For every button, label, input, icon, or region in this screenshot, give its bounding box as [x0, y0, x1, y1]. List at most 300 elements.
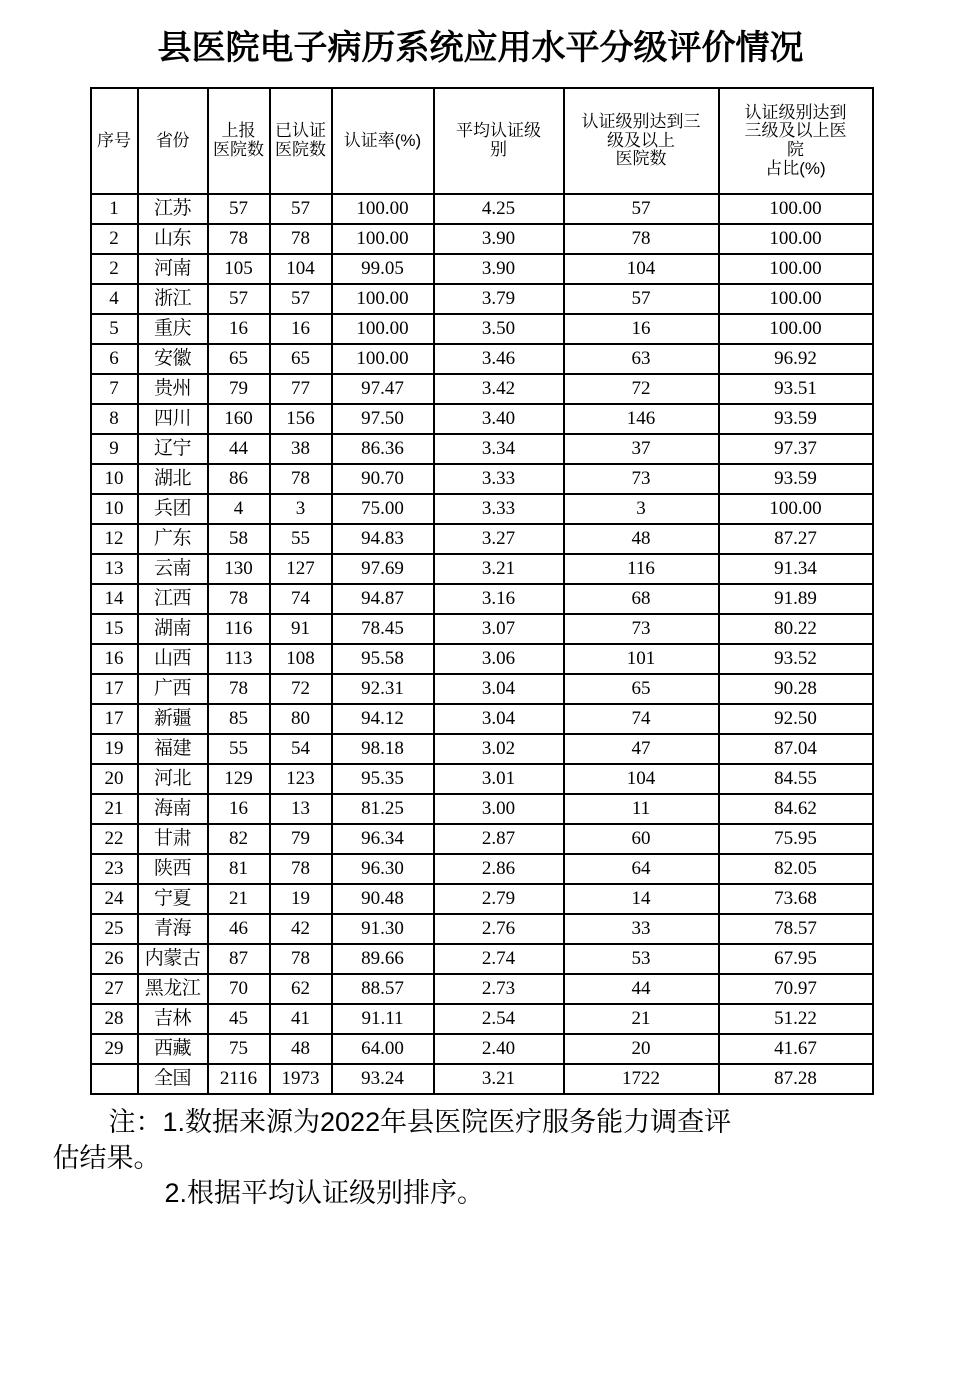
- cell-province: 贵州: [138, 374, 208, 404]
- cell-avg-level: 3.40: [434, 404, 564, 434]
- cell-index: 5: [91, 314, 138, 344]
- cell-rate: 95.58: [332, 644, 434, 674]
- cell-index: 17: [91, 704, 138, 734]
- cell-ratio: 80.22: [719, 614, 873, 644]
- grade-table-container: [90, 87, 872, 1095]
- cell-reported: 85: [208, 704, 270, 734]
- cell-certified: 78: [270, 464, 332, 494]
- cell-avg-level: 3.21: [434, 554, 564, 584]
- cell-rate: 78.45: [332, 614, 434, 644]
- header-line-1: 认证级别达到: [744, 102, 847, 122]
- cell-level3: 37: [564, 434, 719, 464]
- cell-level3: 20: [564, 1034, 719, 1064]
- cell-index: 7: [91, 374, 138, 404]
- cell-province: 浙江: [138, 284, 208, 314]
- table-row: [91, 854, 873, 884]
- cell-level3: 68: [564, 584, 719, 614]
- cell-province: 海南: [138, 794, 208, 824]
- cell-rate: 92.31: [332, 674, 434, 704]
- cell-index: 19: [91, 734, 138, 764]
- column-header-level3-plus-ratio: [719, 88, 873, 194]
- column-header-reported-hospitals: [208, 88, 270, 194]
- note-line-2: 估结果。: [52, 1142, 161, 1173]
- cell-reported: 57: [208, 194, 270, 224]
- cell-certified: 3: [270, 494, 332, 524]
- cell-province: 青海: [138, 914, 208, 944]
- cell-province: 广东: [138, 524, 208, 554]
- cell-index: 22: [91, 824, 138, 854]
- cell-ratio: 100.00: [719, 314, 873, 344]
- cell-level3: 53: [564, 944, 719, 974]
- cell-rate: 89.66: [332, 944, 434, 974]
- cell-level3: 72: [564, 374, 719, 404]
- cell-province: 重庆: [138, 314, 208, 344]
- cell-ratio: 67.95: [719, 944, 873, 974]
- cell-level3: 57: [564, 284, 719, 314]
- cell-ratio: 84.55: [719, 764, 873, 794]
- table-row: [91, 314, 873, 344]
- cell-reported: 129: [208, 764, 270, 794]
- cell-rate: 94.87: [332, 584, 434, 614]
- note-line-1: 注：1.数据来源为2022年县医院医疗服务能力调查评: [108, 1107, 732, 1137]
- cell-province: 河南: [138, 254, 208, 284]
- column-header-province: 省份: [138, 88, 208, 194]
- cell-avg-level: 3.33: [434, 494, 564, 524]
- cell-certified: 77: [270, 374, 332, 404]
- cell-avg-level: 3.90: [434, 224, 564, 254]
- cell-avg-level: 3.04: [434, 674, 564, 704]
- cell-avg-level: 2.74: [434, 944, 564, 974]
- cell-certified: 156: [270, 404, 332, 434]
- cell-avg-level: 2.40: [434, 1034, 564, 1064]
- cell-index: [91, 1064, 138, 1094]
- cell-certified: 57: [270, 284, 332, 314]
- cell-rate: 100.00: [332, 344, 434, 374]
- cell-reported: 160: [208, 404, 270, 434]
- cell-certified: 78: [270, 944, 332, 974]
- cell-ratio: 90.28: [719, 674, 873, 704]
- cell-index: 29: [91, 1034, 138, 1064]
- cell-index: 10: [91, 464, 138, 494]
- cell-avg-level: 3.79: [434, 284, 564, 314]
- cell-province: 黑龙江: [138, 974, 208, 1004]
- cell-ratio: 51.22: [719, 1004, 873, 1034]
- cell-rate: 88.57: [332, 974, 434, 1004]
- cell-avg-level: 2.76: [434, 914, 564, 944]
- cell-index: 20: [91, 764, 138, 794]
- cell-certified: 57: [270, 194, 332, 224]
- cell-ratio: 87.04: [719, 734, 873, 764]
- header-line-3: 院: [787, 140, 804, 159]
- note-line-3: 2.根据平均认证级别排序。: [164, 1178, 485, 1209]
- cell-avg-level: 3.01: [434, 764, 564, 794]
- header-line-1: 认证级别达到三: [581, 111, 701, 131]
- cell-reported: 55: [208, 734, 270, 764]
- cell-province: 山西: [138, 644, 208, 674]
- cell-rate: 97.69: [332, 554, 434, 584]
- cell-level3: 14: [564, 884, 719, 914]
- cell-ratio: 100.00: [719, 194, 873, 224]
- cell-reported: 87: [208, 944, 270, 974]
- table-row: [91, 974, 873, 1004]
- cell-province: 宁夏: [138, 884, 208, 914]
- cell-rate: 96.30: [332, 854, 434, 884]
- cell-province: 甘肃: [138, 824, 208, 854]
- cell-rate: 98.18: [332, 734, 434, 764]
- cell-level3: 104: [564, 764, 719, 794]
- cell-province: 广西: [138, 674, 208, 704]
- cell-province: 云南: [138, 554, 208, 584]
- cell-province: 河北: [138, 764, 208, 794]
- cell-rate: 100.00: [332, 224, 434, 254]
- cell-reported: 78: [208, 674, 270, 704]
- cell-avg-level: 3.07: [434, 614, 564, 644]
- column-header-level3-plus-hospitals: [564, 88, 719, 194]
- cell-certified: 42: [270, 914, 332, 944]
- cell-province: 山东: [138, 224, 208, 254]
- table-row: [91, 1034, 873, 1064]
- cell-certified: 13: [270, 794, 332, 824]
- cell-level3: 3: [564, 494, 719, 524]
- cell-avg-level: 3.16: [434, 584, 564, 614]
- cell-rate: 86.36: [332, 434, 434, 464]
- cell-rate: 94.83: [332, 524, 434, 554]
- header-line-2: 级及以上: [607, 130, 675, 150]
- header-line-1: 上报: [221, 121, 256, 141]
- cell-certified: 16: [270, 314, 332, 344]
- cell-level3: 16: [564, 314, 719, 344]
- cell-reported: 45: [208, 1004, 270, 1034]
- cell-reported: 78: [208, 584, 270, 614]
- cell-province: 辽宁: [138, 434, 208, 464]
- column-header-average-level: [434, 88, 564, 194]
- cell-index: 28: [91, 1004, 138, 1034]
- cell-reported: 78: [208, 224, 270, 254]
- cell-level3: 21: [564, 1004, 719, 1034]
- table-row: [91, 194, 873, 224]
- cell-index: 13: [91, 554, 138, 584]
- cell-rate: 93.24: [332, 1064, 434, 1094]
- table-row: [91, 1004, 873, 1034]
- cell-avg-level: 2.86: [434, 854, 564, 884]
- cell-level3: 116: [564, 554, 719, 584]
- table-row: [91, 494, 873, 524]
- table-row: [91, 434, 873, 464]
- table-row: [91, 344, 873, 374]
- cell-avg-level: 3.46: [434, 344, 564, 374]
- table-row: [91, 584, 873, 614]
- cell-rate: 95.35: [332, 764, 434, 794]
- cell-index: 23: [91, 854, 138, 884]
- cell-reported: 113: [208, 644, 270, 674]
- cell-reported: 116: [208, 614, 270, 644]
- cell-ratio: 93.59: [719, 464, 873, 494]
- cell-avg-level: 3.02: [434, 734, 564, 764]
- cell-ratio: 100.00: [719, 224, 873, 254]
- cell-rate: 90.70: [332, 464, 434, 494]
- table-row: [91, 644, 873, 674]
- page-title: 县医院电子病历系统应用水平分级评价情况: [157, 29, 804, 67]
- cell-certified: 38: [270, 434, 332, 464]
- cell-reported: 57: [208, 284, 270, 314]
- cell-certified: 65: [270, 344, 332, 374]
- cell-rate: 75.00: [332, 494, 434, 524]
- cell-level3: 63: [564, 344, 719, 374]
- header-line-2: 三级及以上医: [744, 121, 847, 141]
- cell-certified: 62: [270, 974, 332, 1004]
- cell-certified: 79: [270, 824, 332, 854]
- cell-index: 2: [91, 254, 138, 284]
- header-line-1: 平均认证级: [456, 121, 541, 141]
- cell-province: 湖北: [138, 464, 208, 494]
- notes-block: [41, 1105, 921, 1212]
- cell-index: 24: [91, 884, 138, 914]
- cell-index: 10: [91, 494, 138, 524]
- cell-certified: 1973: [270, 1064, 332, 1094]
- cell-certified: 78: [270, 854, 332, 884]
- cell-level3: 48: [564, 524, 719, 554]
- cell-level3: 65: [564, 674, 719, 704]
- cell-ratio: 87.28: [719, 1064, 873, 1094]
- cell-ratio: 73.68: [719, 884, 873, 914]
- cell-certified: 54: [270, 734, 332, 764]
- table-row: [91, 404, 873, 434]
- cell-reported: 2116: [208, 1064, 270, 1094]
- cell-index: 17: [91, 674, 138, 704]
- table-row: [91, 554, 873, 584]
- cell-level3: 78: [564, 224, 719, 254]
- table-row: [91, 704, 873, 734]
- cell-level3: 146: [564, 404, 719, 434]
- cell-avg-level: 2.54: [434, 1004, 564, 1034]
- cell-ratio: 100.00: [719, 494, 873, 524]
- table-row: [91, 524, 873, 554]
- cell-certified: 80: [270, 704, 332, 734]
- cell-avg-level: 3.00: [434, 794, 564, 824]
- cell-level3: 44: [564, 974, 719, 1004]
- cell-province: 全国: [138, 1064, 208, 1094]
- cell-ratio: 93.59: [719, 404, 873, 434]
- table-row: [91, 914, 873, 944]
- cell-ratio: 82.05: [719, 854, 873, 884]
- header-line-1: 已认证: [275, 121, 326, 141]
- cell-avg-level: 2.73: [434, 974, 564, 1004]
- cell-avg-level: 3.34: [434, 434, 564, 464]
- cell-certified: 104: [270, 254, 332, 284]
- cell-ratio: 93.51: [719, 374, 873, 404]
- cell-ratio: 100.00: [719, 284, 873, 314]
- cell-avg-level: 3.50: [434, 314, 564, 344]
- cell-rate: 94.12: [332, 704, 434, 734]
- cell-index: 12: [91, 524, 138, 554]
- table-row: [91, 224, 873, 254]
- header-line-2: 别: [490, 140, 507, 159]
- table-row: [91, 794, 873, 824]
- header-line-1: 认证率(%): [343, 130, 422, 150]
- table-row: [91, 374, 873, 404]
- cell-ratio: 96.92: [719, 344, 873, 374]
- cell-rate: 100.00: [332, 284, 434, 314]
- cell-avg-level: 2.87: [434, 824, 564, 854]
- cell-certified: 78: [270, 224, 332, 254]
- cell-ratio: 91.89: [719, 584, 873, 614]
- cell-ratio: 70.97: [719, 974, 873, 1004]
- cell-reported: 81: [208, 854, 270, 884]
- cell-index: 15: [91, 614, 138, 644]
- cell-reported: 79: [208, 374, 270, 404]
- column-header-certification-rate: [332, 88, 434, 194]
- header-line-2: 医院数: [275, 140, 326, 159]
- cell-avg-level: 3.06: [434, 644, 564, 674]
- cell-province: 内蒙古: [138, 944, 208, 974]
- cell-level3: 47: [564, 734, 719, 764]
- cell-ratio: 78.57: [719, 914, 873, 944]
- cell-rate: 97.47: [332, 374, 434, 404]
- header-line-4: 占比(%): [765, 158, 826, 178]
- cell-rate: 99.05: [332, 254, 434, 284]
- cell-index: 9: [91, 434, 138, 464]
- column-header-index: 序号: [91, 88, 138, 194]
- table-row: [91, 464, 873, 494]
- cell-avg-level: 3.04: [434, 704, 564, 734]
- cell-rate: 91.11: [332, 1004, 434, 1034]
- table-header: [91, 88, 873, 194]
- cell-reported: 58: [208, 524, 270, 554]
- cell-rate: 97.50: [332, 404, 434, 434]
- cell-level3: 74: [564, 704, 719, 734]
- cell-ratio: 100.00: [719, 254, 873, 284]
- cell-reported: 44: [208, 434, 270, 464]
- cell-certified: 74: [270, 584, 332, 614]
- cell-rate: 100.00: [332, 314, 434, 344]
- table-header-row: [91, 88, 873, 194]
- cell-reported: 46: [208, 914, 270, 944]
- cell-reported: 130: [208, 554, 270, 584]
- table-row: [91, 824, 873, 854]
- table-row: [91, 614, 873, 644]
- cell-province: 江西: [138, 584, 208, 614]
- cell-province: 吉林: [138, 1004, 208, 1034]
- cell-ratio: 97.37: [719, 434, 873, 464]
- table-total-row: [91, 1064, 873, 1094]
- table-row: [91, 764, 873, 794]
- cell-ratio: 93.52: [719, 644, 873, 674]
- cell-avg-level: 4.25: [434, 194, 564, 224]
- cell-level3: 33: [564, 914, 719, 944]
- table-row: [91, 734, 873, 764]
- cell-province: 西藏: [138, 1034, 208, 1064]
- table-body: [91, 194, 873, 1094]
- table-row: [91, 254, 873, 284]
- cell-rate: 96.34: [332, 824, 434, 854]
- cell-avg-level: 3.42: [434, 374, 564, 404]
- cell-certified: 41: [270, 1004, 332, 1034]
- cell-certified: 72: [270, 674, 332, 704]
- cell-avg-level: 3.21: [434, 1064, 564, 1094]
- cell-reported: 21: [208, 884, 270, 914]
- cell-certified: 91: [270, 614, 332, 644]
- cell-ratio: 75.95: [719, 824, 873, 854]
- cell-province: 江苏: [138, 194, 208, 224]
- cell-rate: 91.30: [332, 914, 434, 944]
- cell-level3: 73: [564, 464, 719, 494]
- cell-ratio: 91.34: [719, 554, 873, 584]
- cell-reported: 65: [208, 344, 270, 374]
- column-header-certified-hospitals: [270, 88, 332, 194]
- cell-ratio: 87.27: [719, 524, 873, 554]
- cell-index: 21: [91, 794, 138, 824]
- cell-level3: 57: [564, 194, 719, 224]
- cell-province: 福建: [138, 734, 208, 764]
- cell-reported: 82: [208, 824, 270, 854]
- cell-certified: 108: [270, 644, 332, 674]
- cell-index: 2: [91, 224, 138, 254]
- cell-province: 陕西: [138, 854, 208, 884]
- cell-level3: 60: [564, 824, 719, 854]
- grade-evaluation-table: [90, 87, 874, 1095]
- cell-index: 6: [91, 344, 138, 374]
- cell-ratio: 84.62: [719, 794, 873, 824]
- cell-province: 新疆: [138, 704, 208, 734]
- cell-reported: 86: [208, 464, 270, 494]
- cell-certified: 55: [270, 524, 332, 554]
- cell-index: 14: [91, 584, 138, 614]
- cell-reported: 75: [208, 1034, 270, 1064]
- cell-level3: 1722: [564, 1064, 719, 1094]
- cell-reported: 70: [208, 974, 270, 1004]
- cell-level3: 64: [564, 854, 719, 884]
- cell-rate: 64.00: [332, 1034, 434, 1064]
- cell-level3: 104: [564, 254, 719, 284]
- cell-certified: 48: [270, 1034, 332, 1064]
- cell-province: 兵团: [138, 494, 208, 524]
- cell-index: 4: [91, 284, 138, 314]
- table-row: [91, 284, 873, 314]
- cell-index: 1: [91, 194, 138, 224]
- cell-rate: 100.00: [332, 194, 434, 224]
- cell-avg-level: 3.27: [434, 524, 564, 554]
- cell-ratio: 92.50: [719, 704, 873, 734]
- cell-reported: 105: [208, 254, 270, 284]
- cell-level3: 73: [564, 614, 719, 644]
- table-row: [91, 674, 873, 704]
- cell-reported: 16: [208, 314, 270, 344]
- cell-reported: 16: [208, 794, 270, 824]
- cell-certified: 123: [270, 764, 332, 794]
- cell-avg-level: 2.79: [434, 884, 564, 914]
- table-row: [91, 944, 873, 974]
- cell-avg-level: 3.33: [434, 464, 564, 494]
- cell-rate: 81.25: [332, 794, 434, 824]
- table-row: [91, 884, 873, 914]
- header-line-2: 医院数: [213, 140, 264, 159]
- cell-index: 8: [91, 404, 138, 434]
- cell-certified: 19: [270, 884, 332, 914]
- cell-province: 湖南: [138, 614, 208, 644]
- cell-ratio: 41.67: [719, 1034, 873, 1064]
- cell-certified: 127: [270, 554, 332, 584]
- cell-level3: 11: [564, 794, 719, 824]
- cell-index: 27: [91, 974, 138, 1004]
- cell-index: 26: [91, 944, 138, 974]
- cell-reported: 4: [208, 494, 270, 524]
- cell-index: 25: [91, 914, 138, 944]
- cell-province: 四川: [138, 404, 208, 434]
- cell-level3: 101: [564, 644, 719, 674]
- cell-province: 安徽: [138, 344, 208, 374]
- cell-rate: 90.48: [332, 884, 434, 914]
- header-line-3: 医院数: [615, 149, 667, 169]
